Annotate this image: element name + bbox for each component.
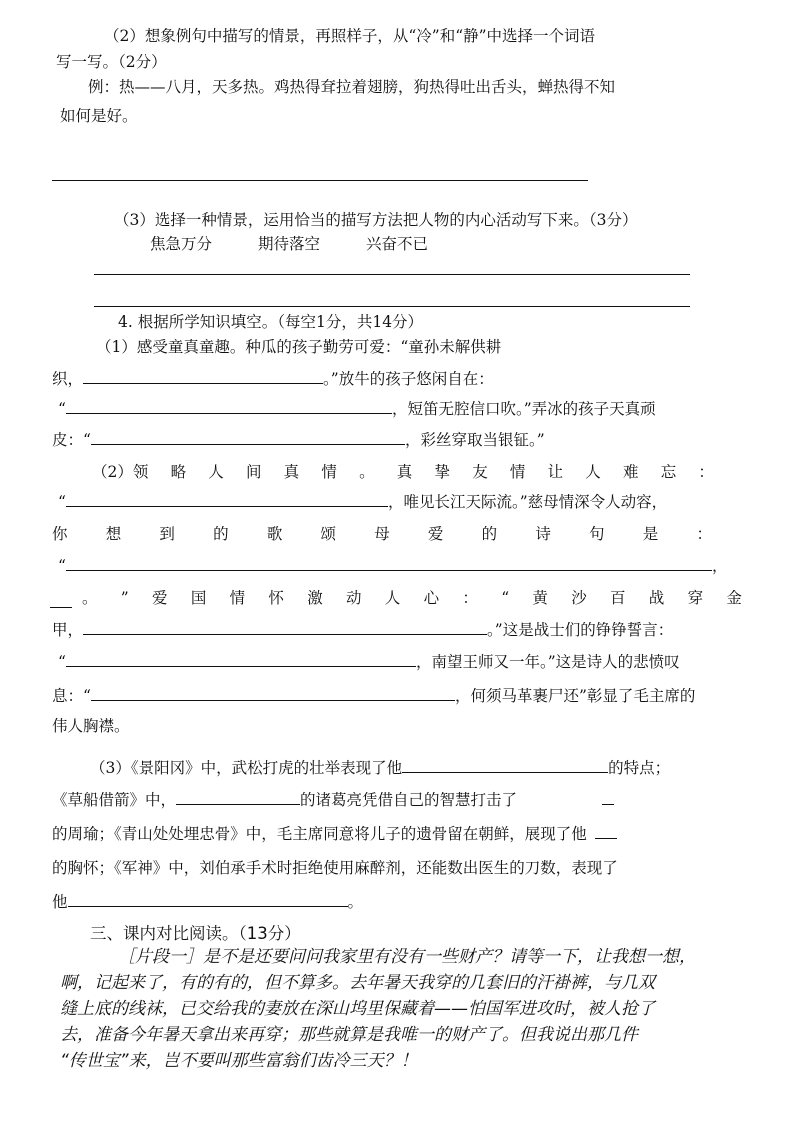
- q4-p1-line3-prefix: “: [58, 400, 66, 418]
- q4-p2-line5-char: 心: [423, 589, 440, 607]
- q4-p2-line3-char: 句: [589, 525, 605, 543]
- blank-10[interactable]: [176, 790, 300, 805]
- q4-p2-line3-char: 的: [481, 525, 498, 543]
- q4-p2-line6: [52, 620, 673, 640]
- q4-p3-line5: [52, 892, 363, 912]
- q4-p1-line1: （1）感受童真童趣。种瓜的孩子勤劳可爱：“童孙未解供耕: [96, 338, 502, 356]
- q4-p3-line2-suffix: 的诸葛亮凭借自己的智慧打击了: [300, 791, 518, 809]
- q4-p2-line5-char: 怀: [268, 589, 284, 607]
- q4-p2-line1-char: 人: [208, 463, 224, 481]
- q4-p2-line1-char: 略: [170, 463, 187, 481]
- q4-p2-line1-char: 。: [359, 463, 375, 481]
- q4-p3-line3: [52, 824, 617, 844]
- q4-p2-line5-char: “: [501, 589, 510, 607]
- q4-p2-line5-char: ：: [462, 589, 478, 607]
- blank-9[interactable]: [402, 758, 608, 773]
- q4-p2-line1-char: 真: [283, 463, 300, 481]
- q4-p3-line3-text: 的周瑜；《青山处处埋忠骨》中，毛主席同意将儿子的遗骨留在朝鲜，展现了他: [52, 825, 587, 843]
- q2-prompt-line1: （2）想象例句中描写的情景，再照样子，从“冷”和“静”中选择一个词语: [104, 27, 596, 45]
- q4-p2-line3-char: 颂: [320, 525, 337, 543]
- section3-title: 三、课内对比阅读。（13分）: [90, 924, 301, 943]
- q2-prompt-line2: 写一写。（2分）: [56, 53, 167, 71]
- q3-prompt: （3）选择一种情景，运用恰当的描写方法把人物的内心活动写下来。（3分）: [114, 211, 638, 229]
- passage-line-3: 缝上底的线袜，已交给我的妻放在深山坞里保藏着——怕国军进攻时，被人抢了: [60, 999, 655, 1019]
- q4-p2-line1-char: 情: [321, 463, 337, 481]
- q4-p2-line4-suffix: ，: [711, 557, 728, 575]
- q4-p3-line1: [90, 758, 670, 778]
- passage-line-4: 去，准备今年暑天拿出来再穿；那些就算是我唯一的财产了。但我说出那几件: [60, 1025, 638, 1045]
- q4-p2-line1-char: 真: [396, 463, 413, 481]
- q4-p2-line7-prefix: “: [58, 653, 66, 671]
- q4-p2-line8: [52, 686, 695, 706]
- q4-p2-line1-char: 忘: [660, 463, 677, 481]
- blank-5[interactable]: [66, 556, 712, 571]
- q3-answer-line-2[interactable]: [94, 306, 690, 307]
- q4-p2-line1-char: 让: [547, 463, 564, 481]
- q4-p2-line5-char: 动: [346, 589, 362, 607]
- q4-p2-line1-char: 挚: [434, 463, 450, 481]
- passage-line-1: ［片段一］是不是还要问问我家里有没有一些财产？请等一下，让我想一想，: [118, 947, 696, 967]
- q3-option-1: 焦急万分: [150, 235, 213, 253]
- q4-p2-line5-char: 爱: [152, 589, 168, 607]
- blank-3[interactable]: [91, 430, 405, 445]
- q4-p2-line3-char: 母: [374, 525, 390, 543]
- q2-example-line2: 如何是好。: [60, 107, 138, 125]
- q4-p2-line3: [52, 524, 712, 544]
- q4-p2-line5-char: 人: [384, 589, 401, 607]
- q4-p2-line4-prefix: “: [58, 557, 66, 575]
- q4-p2-line3-char: 歌: [266, 525, 283, 543]
- q4-p2-line5: [50, 588, 742, 608]
- q4-p2-line3-char: 爱: [427, 525, 444, 543]
- q4-p2-line8-prefix: 息：“: [52, 687, 91, 705]
- q4-p2-line3-char: 到: [159, 525, 175, 543]
- q3-option-2: 期待落空: [258, 235, 321, 253]
- q4-p2-line1-char: 人: [585, 463, 601, 481]
- q4-p2-line3-char: 诗: [535, 525, 551, 543]
- q4-p2-line6-suffix: 。”这是战士们的铮铮誓言：: [487, 621, 674, 639]
- q4-p3-line5-prefix: 他: [52, 893, 68, 911]
- blank-6[interactable]: [83, 620, 487, 635]
- blank-5-end[interactable]: [50, 593, 72, 608]
- q4-p1-line2-prefix: 织，: [52, 370, 84, 388]
- q4-p2-line5-char: 激: [307, 589, 323, 607]
- q4-p2-line6-prefix: 甲，: [52, 621, 84, 639]
- stray-mark: [602, 804, 614, 805]
- blank-1[interactable]: [83, 369, 323, 384]
- q4-p2-line8-suffix: ，何须马革裹尸还”彰显了毛主席的: [454, 687, 696, 705]
- q4-p2-line9: 伟人胸襟。: [52, 717, 130, 735]
- q4-p2-line5-char: 金: [726, 589, 742, 607]
- blank-7[interactable]: [66, 652, 416, 667]
- q4-p2-line2: [58, 492, 667, 512]
- q4-p2-line5-char: 情: [229, 589, 246, 607]
- q4-p2-line5-char: 战: [648, 589, 665, 607]
- q4-p2-line7: [58, 652, 680, 672]
- q4-p2-line4: [58, 556, 727, 576]
- q4-p2-line3-char: 你: [52, 525, 68, 543]
- q4-p2-line5-char: 国: [190, 589, 207, 607]
- q4-p2-line1: [92, 462, 714, 482]
- q4-p3-line4: 的胸怀；《军神》中，刘伯承手术时拒绝使用麻醉剂，还能数出医生的刀数，表现了: [52, 859, 618, 877]
- q4-p3-line2: [52, 790, 517, 810]
- q4-p2-line5-char: 穿: [687, 589, 704, 607]
- q3-answer-line-1[interactable]: [94, 274, 690, 275]
- q4-p2-line1-char: 难: [623, 463, 639, 481]
- q4-title: 4. 根据所学知识填空。（每空1分，共14分）: [118, 313, 424, 331]
- q2-answer-line[interactable]: [52, 180, 588, 181]
- blank-11[interactable]: [595, 824, 617, 839]
- q4-p2-line2-suffix: ，唯见长江天际流。”慈母情深令人动容，: [387, 493, 668, 511]
- passage-line-5: “传世宝”来，岂不要叫那些富翁们齿冷三天？！: [60, 1051, 418, 1071]
- q4-p3-line2-prefix: 《草船借箭》中，: [52, 791, 177, 809]
- q4-p3-line1-prefix: （3）《景阳冈》中，武松打虎的壮举表现了他: [90, 759, 403, 777]
- q4-p3-line5-suffix: 。: [347, 893, 364, 911]
- q4-p2-line3-char: 想: [105, 525, 122, 543]
- q4-p1-line4: [52, 430, 545, 450]
- q4-p2-line3-char: 的: [213, 525, 229, 543]
- q4-p1-line2-suffix: 。”放牛的孩子悠闲自在：: [323, 370, 494, 388]
- q4-p2-line3-char: ：: [696, 525, 712, 543]
- q4-p2-line1-char: 友: [472, 463, 488, 481]
- q4-p2-line2-prefix: “: [58, 493, 66, 511]
- q4-p1-line3: [58, 399, 656, 419]
- passage-line-2: 啊，记起来了，有的有的，但不算多。去年暑天我穿的几套旧的汗褂裤，与几双: [60, 973, 655, 993]
- blank-2[interactable]: [66, 399, 392, 414]
- q3-option-3: 兴奋不已: [366, 235, 429, 253]
- q4-p2-line3-char: 是: [642, 525, 659, 543]
- q4-p2-line1-char: （2）领: [92, 463, 149, 481]
- q4-p1-line2: [52, 369, 494, 389]
- q4-p2-line1-char: ：: [698, 463, 714, 481]
- q4-p1-line4-prefix: 皮：“: [52, 431, 91, 449]
- q4-p2-line1-char: 情: [509, 463, 526, 481]
- q4-p2-line5-char: 黄: [532, 589, 548, 607]
- blank-12[interactable]: [68, 892, 348, 907]
- q4-p2-line5-char: 沙: [571, 589, 587, 607]
- q4-p2-line5-char: ”: [120, 589, 129, 607]
- q2-example-line1: 例：热——八月，天多热。鸡热得耷拉着翅膀，狗热得吐出舌头，蝉热得不知: [88, 78, 616, 96]
- blank-8[interactable]: [91, 686, 455, 701]
- blank-4[interactable]: [66, 492, 388, 507]
- q4-p2-line5-char: 。: [82, 589, 98, 607]
- q4-p1-line4-suffix: ，彩丝穿取当银钲。”: [404, 431, 545, 449]
- q4-p3-line1-suffix: 的特点；: [608, 759, 671, 777]
- q4-p2-line7-suffix: ，南望王师又一年。”这是诗人的悲愤叹: [415, 653, 680, 671]
- q4-p1-line3-suffix: ，短笛无腔信口吹。”弄冰的孩子天真顽: [391, 400, 656, 418]
- q4-p2-line5-char: 百: [610, 589, 626, 607]
- q4-p2-line1-char: 间: [245, 463, 262, 481]
